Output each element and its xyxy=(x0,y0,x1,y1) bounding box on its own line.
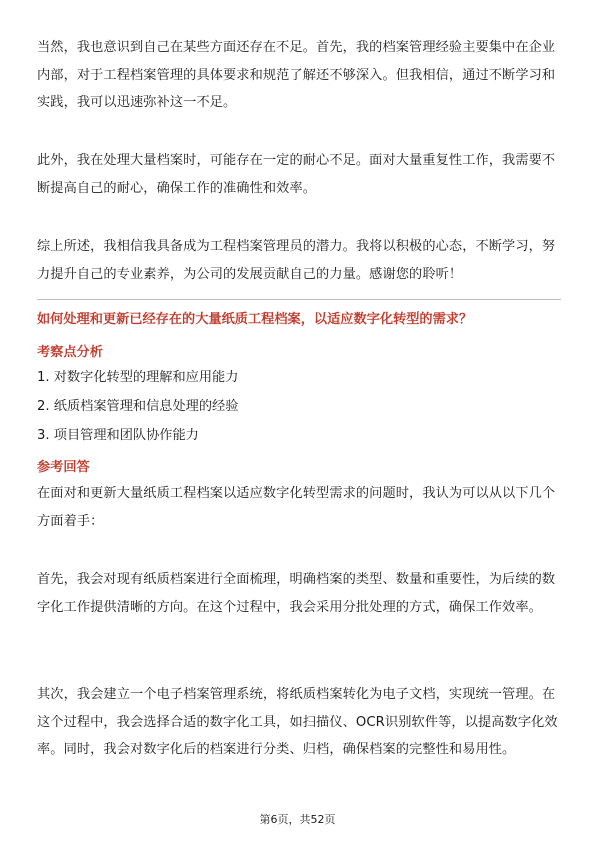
analysis-point: 1. 对数字化转型的理解和应用能力 xyxy=(37,370,239,385)
section-divider xyxy=(37,299,561,300)
answer-second-step: 其次，我会建立一个电子档案管理系统，将纸质档案转化为电子文档，实现统一管理。在这个过程中，我会选择合适的数字化工具，如扫描仪、OCR识别软件等，以提高数字化效率。同时，我会对数字化后的档案进行分类、归档，确保档案的完整性和易用性。 xyxy=(37,687,558,757)
answer-heading: 参考回答 xyxy=(37,460,90,475)
analysis-point: 2. 纸质档案管理和信息处理的经验 xyxy=(37,399,239,414)
paragraph-patience: 此外，我在处理大量档案时，可能存在一定的耐心不足。面对大量重复性工作，我需要不断提高自己的耐心，确保工作的准确性和效率。 xyxy=(37,153,556,196)
page-number: 第6页，共52页 xyxy=(259,813,336,826)
answer-first-step: 首先，我会对现有纸质档案进行全面梳理，明确档案的类型、数量和重要性，为后续的数字化工作提供清晰的方向。在这个过程中，我会采用分批处理的方式，确保工作效率。 xyxy=(37,572,556,615)
analysis-point: 3. 项目管理和团队协作能力 xyxy=(37,428,199,443)
paragraph-shortcomings: 当然，我也意识到自己在某些方面还存在不足。首先，我的档案管理经验主要集中在企业内部，对于工程档案管理的具体要求和规范了解还不够深入。但我相信，通过不断学习和实践，我可以迅速弥补这一不足。 xyxy=(37,40,556,110)
answer-intro: 在面对和更新大量纸质工程档案以适应数字化转型需求的问题时，我认为可以从以下几个方面着手： xyxy=(37,486,556,529)
analysis-heading: 考察点分析 xyxy=(37,345,103,360)
interview-question: 如何处理和更新已经存在的大量纸质工程档案，以适应数字化转型的需求？ xyxy=(37,312,473,327)
paragraph-conclusion: 综上所述，我相信我具备成为工程档案管理员的潜力。我将以积极的心态，不断学习，努力提升自己的专业素养，为公司的发展贡献自己的力量。感谢您的聆听！ xyxy=(37,239,556,282)
